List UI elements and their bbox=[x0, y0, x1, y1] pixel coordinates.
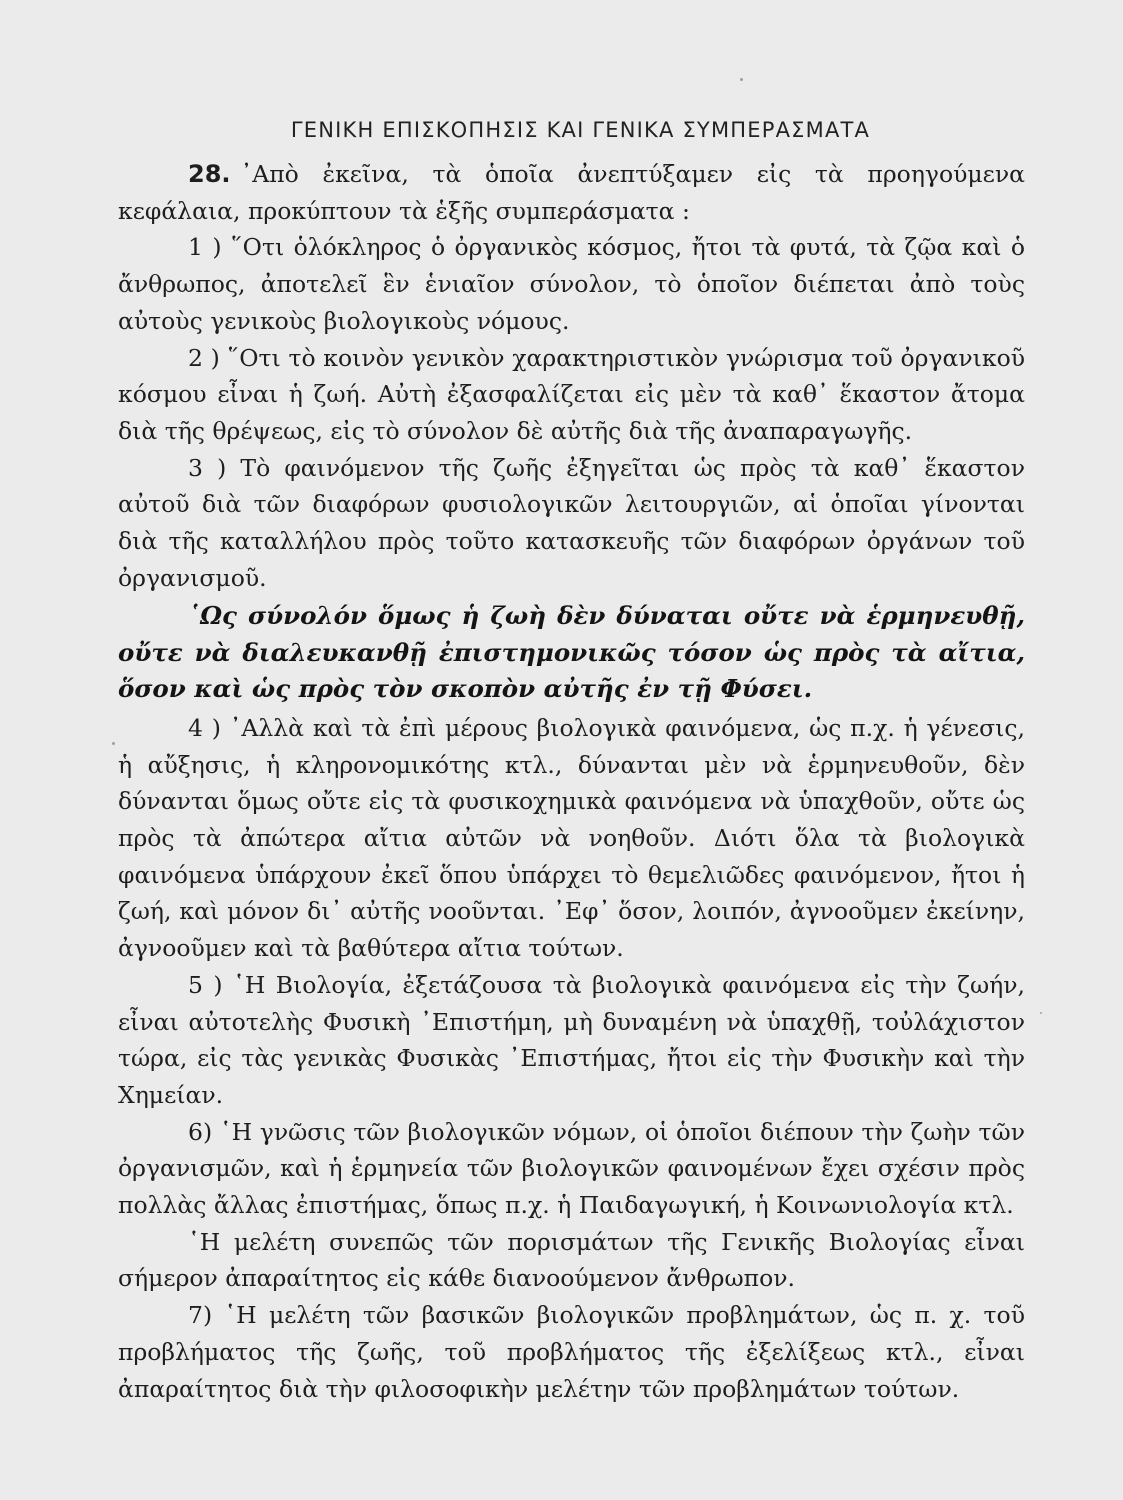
paper-speck bbox=[1040, 1012, 1042, 1014]
point-7: 7) ῾Η μελέτη τῶν βασικῶν βιολογικῶν προβλημάτων, ὡς π. χ. τοῦ προβλήματος τῆς ζωῆς, τοῦ προβλήματος τῆς ἐξελίξεως κτλ., εἶναι ἀπαραίτητος διὰ τὴν φιλοσοφικὴν μελέτην τῶν προβλημάτων τούτων. bbox=[118, 1301, 1025, 1403]
paper-speck bbox=[740, 78, 743, 81]
emphasized-statement: ῾Ως σύνολόν ὅμως ἡ ζωὴ δὲν δύναται οὔτε νὰ ἑρμηνευθῇ, οὔτε νὰ διαλευκανθῇ ἐπιστημονικῶς τόσον ὡς πρὸς τὰ αἴτια, ὅσον καὶ ὡς πρὸς τὸν σκοπὸν αὐτῆς ἐν τῇ Φύσει. bbox=[118, 601, 1025, 704]
point-5: 5 ) ῾Η Βιολογία, ἐξετάζουσα τὰ βιολογικὰ φαινόμενα εἰς τὴν ζωήν, εἶναι αὐτοτελὴς Φυσικὴ ᾿Επιστήμη, μὴ δυναμένη νὰ ὑπαχθῇ, τοὐλάχιστον τώρα, εἰς τὰς γενικὰς Φυσικὰς ᾿Επιστήμας, ἤτοι εἰς τὴν Φυσικὴν καὶ τὴν Χημείαν. bbox=[118, 970, 1025, 1109]
point-4: 4 ) ᾿Αλλὰ καὶ τὰ ἐπὶ μέρους βιολογικὰ φαινόμενα, ὡς π.χ. ἡ γένεσις, ἡ αὔξησις, ἡ κληρονομικότης κτλ., δύνανται μὲν νὰ ἑρμηνευθοῦν, δὲν δύνανται ὅμως οὔτε εἰς τὰ φυσικοχημικὰ φαινόμενα νὰ ὑπαχθοῦν, οὔτε ὡς πρὸς τὰ ἀπώτερα αἴτια αὐτῶν νὰ νοηθοῦν. Διότι ὅλα τὰ βιολογικὰ φαινόμενα ὑπάρχουν ἐκεῖ ὅπου ὑπάρχει τὸ θεμελιῶδες φαινόμενον, ἤτοι ἡ ζωή, καὶ μόνον δι᾿ αὐτῆς νοοῦνται. ᾿Εφ᾿ ὅσον, λοιπόν, ἀγνοοῦμεν ἐκείνην, ἀγνοοῦμεν καὶ τὰ βαθύτερα αἴτια τούτων. bbox=[118, 713, 1025, 963]
section-number: 28. bbox=[188, 160, 231, 188]
point-3: 3 ) Τὸ φαινόμενον τῆς ζωῆς ἐξηγεῖται ὡς πρὸς τὰ καθ᾿ ἕκαστον αὐτοῦ διὰ τῶν διαφόρων φυσιολογικῶν λειτουργιῶν, αἱ ὁποῖαι γίνονται διὰ τῆς καταλλήλου πρὸς τοῦτο κατασκευῆς τῶν διαφόρων ὀργάνων τοῦ ὀργανισμοῦ. bbox=[118, 453, 1025, 592]
point-6-continuation: ῾Η μελέτη συνεπῶς τῶν πορισμάτων τῆς Γενικῆς Βιολογίας εἶναι σήμερον ἀπαραίτητος εἰς κάθε διανοούμενον ἄνθρωπον. bbox=[118, 1227, 1025, 1293]
point-1: 1 ) ῞Οτι ὁλόκληρος ὁ ὀργανικὸς κόσμος, ἤτοι τὰ φυτά, τὰ ζῷα καὶ ὁ ἄνθρωπος, ἀποτελεῖ ἓν ἑνιαῖον σύνολον, τὸ ὁποῖον διέπεται ἀπὸ τοὺς αὐτοὺς γενικοὺς βιολογικοὺς νόμους. bbox=[118, 233, 1025, 335]
page-heading: ΓΕΝΙΚΗ ΕΠΙΣΚΟΠΗΣΙΣ ΚΑΙ ΓΕΝΙΚΑ ΣΥΜΠΕΡΑΣΜΑΤΑ bbox=[290, 118, 871, 142]
intro-text: ᾿Απὸ ἐκεῖνα, τὰ ὁποῖα ἀνεπτύξαμεν εἰς τὰ προηγούμενα κεφάλαια, προκύπτουν τὰ ἑξῆς συμπεράσματα : bbox=[118, 160, 1025, 225]
paper-speck bbox=[112, 742, 115, 745]
section-intro bbox=[118, 156, 1025, 229]
point-2: 2 ) ῞Οτι τὸ κοινὸν γενικὸν χαρακτηριστικὸν γνώρισμα τοῦ ὀργανικοῦ κόσμου εἶναι ἡ ζωή. Αὐτὴ ἐξασφαλίζεται εἰς μὲν τὰ καθ᾿ ἕκαστον ἄτομα διὰ τῆς θρέψεως, εἰς τὸ σύνολον δὲ αὐτῆς διὰ τῆς ἀναπαραγωγῆς. bbox=[118, 343, 1025, 445]
point-6: 6) ῾Η γνῶσις τῶν βιολογικῶν νόμων, οἱ ὁποῖοι διέπουν τὴν ζωὴν τῶν ὀργανισμῶν, καὶ ἡ ἑρμηνεία τῶν βιολογικῶν φαινομένων ἔχει σχέσιν πρὸς πολλὰς ἄλλας ἐπιστήμας, ὅπως π.χ. ἡ Παιδαγωγική, ἡ Κοινωνιολογία κτλ. bbox=[118, 1117, 1025, 1220]
